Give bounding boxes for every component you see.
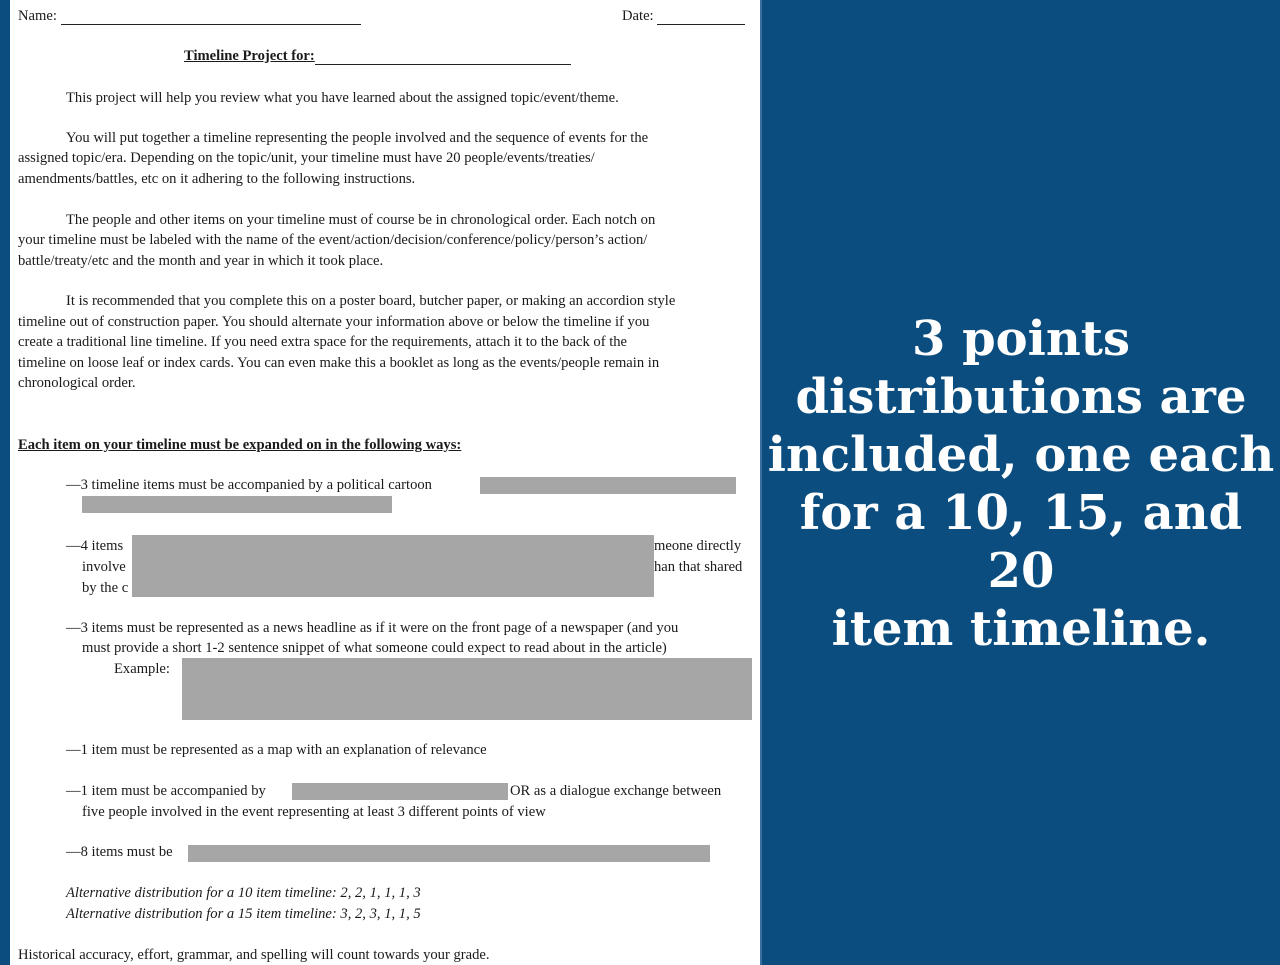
section-heading: Each item on your timeline must be expanded on in the following ways: [18, 437, 462, 453]
redaction-block [182, 658, 752, 720]
name-field [18, 7, 361, 25]
document-page [10, 0, 760, 965]
item-2-end: meone directly [654, 538, 742, 554]
paragraph-3-line: The people and other items on your timeline must of course be in chronological order. Each notch on [66, 212, 656, 228]
left-border [0, 0, 10, 965]
slide-caption [762, 310, 1280, 658]
redaction-block [480, 477, 736, 494]
date-field [622, 7, 745, 25]
item-map: —1 item must be represented as a map with an explanation of relevance [66, 742, 487, 758]
redaction-block [132, 535, 654, 597]
alternative-15: Alternative distribution for a 15 item timeline: 3, 2, 3, 1, 1, 5 [66, 906, 421, 922]
item-news-headline: must provide a short 1-2 sentence snippet of what someone could expect to read about in the article) [82, 640, 667, 656]
caption-line: item timeline. [831, 601, 1211, 657]
redaction-block [82, 496, 392, 513]
date-label: Date: [622, 8, 654, 24]
caption-line: distributions are [795, 369, 1247, 425]
caption-line: included, one each [767, 427, 1275, 483]
name-label: Name: [18, 8, 57, 24]
example-label: Example: [114, 661, 170, 677]
paragraph-2-line: amendments/battles, etc on it adhering to the following instructions. [18, 171, 416, 187]
page-title: Timeline Project for: [184, 48, 315, 64]
item-2-line-3: by the c [82, 580, 129, 596]
item-2-start: —4 items [66, 538, 124, 554]
title-blank [315, 50, 571, 65]
item-dialogue-end: OR as a dialogue exchange between [510, 783, 722, 799]
redaction-block [188, 845, 710, 862]
title-line [184, 47, 571, 65]
grading-note: Historical accuracy, effort, grammar, and spelling will count towards your grade. [18, 947, 490, 963]
paragraph-4-line: chronological order. [18, 375, 136, 391]
item-news-headline: —3 items must be represented as a news headline as if it were on the front page of a newspaper (and you [66, 620, 679, 636]
paragraph-2-line: assigned topic/era. Depending on the topic/unit, your timeline must have 20 people/events/treaties/ [18, 150, 595, 166]
redaction-block [292, 783, 508, 800]
item-2-end: han that shared [654, 559, 743, 575]
slide-panel [760, 0, 1280, 965]
name-blank [61, 10, 361, 25]
paragraph-4-line: It is recommended that you complete this on a poster board, butcher paper, or making an accordion style [66, 293, 676, 309]
paragraph-3-line: battle/treaty/etc and the month and year in which it took place. [18, 253, 384, 269]
item-dialogue-line-2: five people involved in the event representing at least 3 different points of view [82, 804, 546, 820]
alternative-10: Alternative distribution for a 10 item timeline: 2, 2, 1, 1, 1, 3 [66, 885, 421, 901]
paragraph-4-line: timeline on loose leaf or index cards. You can even make this a booklet as long as the events/people remain in [18, 355, 660, 371]
paragraph-2-line: You will put together a timeline representing the people involved and the sequence of events for the [66, 130, 649, 146]
paragraph-1: This project will help you review what you have learned about the assigned topic/event/theme. [66, 90, 619, 106]
item-dialogue-start: —1 item must be accompanied by [66, 783, 266, 799]
paragraph-4-line: create a traditional line timeline. If you need extra space for the requirements, attach it to the back of the [18, 334, 628, 350]
date-blank [657, 10, 745, 25]
caption-line: for a 10, 15, and 20 [799, 485, 1243, 599]
paragraph-4-line: timeline out of construction paper. You should alternate your information above or below the timeline if you [18, 314, 650, 330]
caption-line: 3 points [911, 311, 1130, 367]
item-2-line-2: involve [82, 559, 126, 575]
item-eight: —8 items must be [66, 844, 173, 860]
paragraph-3-line: your timeline must be labeled with the name of the event/action/decision/conference/policy/person’s action/ [18, 232, 648, 248]
item-political-cartoon: —3 timeline items must be accompanied by a political cartoon [66, 477, 432, 493]
